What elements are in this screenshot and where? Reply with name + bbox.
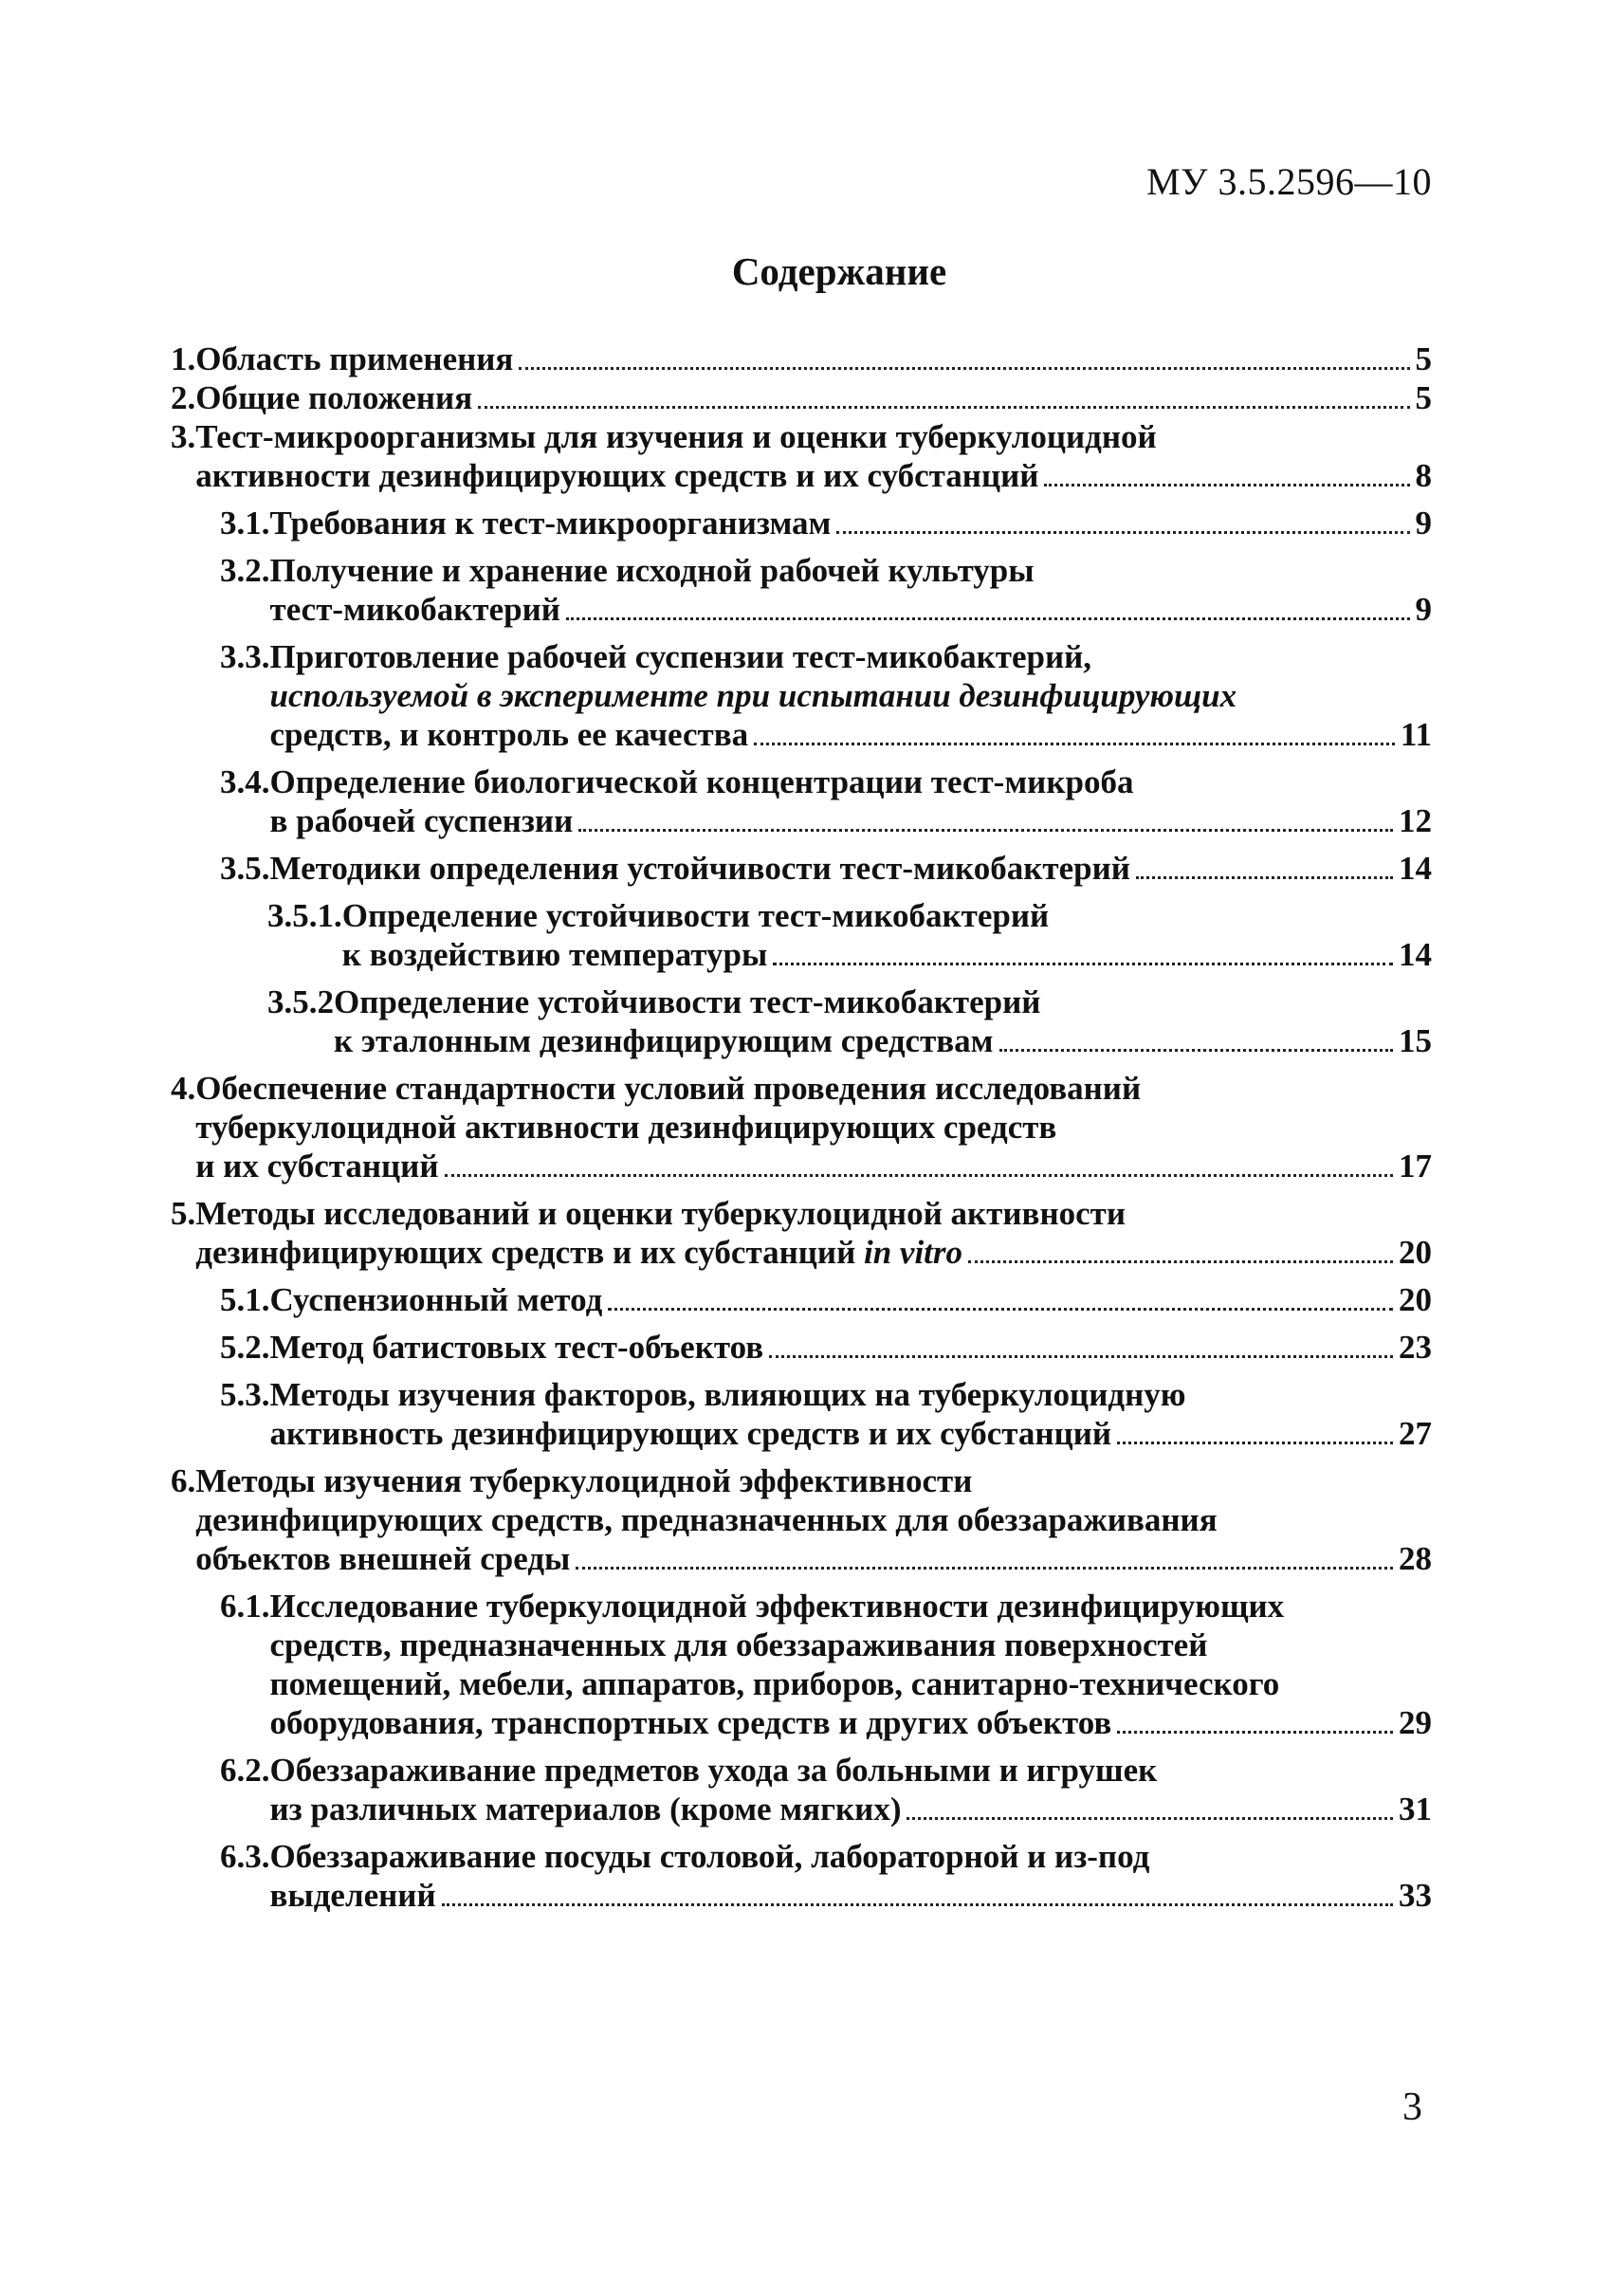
- toc-page-number: 14: [1399, 850, 1432, 887]
- toc-entry-number: 6.: [171, 1462, 196, 1499]
- toc-entry-5-3[interactable]: [171, 1375, 1432, 1453]
- document-code: МУ 3.5.2596—10: [1146, 160, 1432, 203]
- toc-entry-title: активность дезинфицирующих средств и их субстанций: [269, 1415, 1112, 1452]
- toc-entry-title: тест-микобактерий: [269, 591, 560, 628]
- dot-leader: [1044, 484, 1409, 487]
- toc-entry-line: Определение биологической концентрации тест-микроба: [269, 763, 1134, 800]
- toc-entry-title: Требования к тест-микроорганизмам: [269, 505, 832, 542]
- toc-page-number: 17: [1399, 1148, 1432, 1185]
- toc-entry-line: дезинфицирующих средств, предназначенных для обеззараживания: [195, 1501, 1218, 1538]
- toc-page-number: 27: [1399, 1415, 1432, 1452]
- toc-entry-line: Обеспечение стандартности условий проведения исследований: [195, 1070, 1142, 1107]
- toc-entry-number: 2.: [171, 379, 196, 416]
- toc-entry-number: 5.: [171, 1195, 196, 1232]
- toc-entry-number: 3.5.2: [267, 983, 334, 1020]
- toc-entry-3-2[interactable]: [171, 551, 1432, 629]
- toc-page-number: 33: [1399, 1877, 1432, 1914]
- toc-entry-6-3[interactable]: [171, 1837, 1432, 1915]
- toc-entry-number: 3.: [171, 418, 196, 455]
- toc-entry-number: 1.: [171, 340, 196, 377]
- toc-entry-number: 3.4.: [220, 763, 270, 800]
- page-number: 3: [1402, 2085, 1422, 2129]
- toc-entry-title: объектов внешней среды: [195, 1540, 571, 1577]
- toc-entry-line: Методы изучения факторов, влияющих на туберкулоцидную: [269, 1376, 1186, 1413]
- toc-page-number: 9: [1415, 505, 1432, 542]
- toc-entry-number: 6.3.: [220, 1838, 270, 1875]
- toc-entry-line: Методы исследований и оценки туберкулоцидной активности: [195, 1195, 1127, 1232]
- dot-leader: [907, 1817, 1393, 1820]
- toc-entry-title: Область применения: [195, 340, 514, 377]
- toc-page-number: 9: [1415, 591, 1432, 628]
- toc-entry-6-1[interactable]: [171, 1587, 1432, 1742]
- dot-leader: [478, 406, 1409, 409]
- dot-leader: [566, 617, 1410, 620]
- toc-entry-title: дезинфицирующих средств и их субстанций: [195, 1234, 856, 1271]
- toc-entry-title: выделений: [269, 1877, 436, 1914]
- toc-entry-line: помещений, мебели, аппаратов, приборов, санитарно-технического: [269, 1665, 1280, 1702]
- toc-entry-3-4[interactable]: [171, 762, 1432, 840]
- toc-page-number: 15: [1399, 1022, 1432, 1059]
- toc-entry-number: 3.1.: [220, 505, 270, 542]
- toc-entry-line: Методы изучения туберкулоцидной эффективности: [195, 1462, 973, 1499]
- toc-entry-line: Исследование туберкулоцидной эффективности дезинфицирующих: [269, 1588, 1285, 1625]
- dot-leader: [968, 1260, 1393, 1263]
- toc-entry-title: Суспензионный метод: [269, 1281, 603, 1318]
- toc-entry-3-5-1[interactable]: [171, 896, 1432, 974]
- toc-entry-number: 3.3.: [220, 638, 270, 675]
- toc-entry-1[interactable]: [171, 340, 1432, 378]
- toc-entry-title: Общие положения: [195, 379, 473, 416]
- toc-page-number: 14: [1399, 936, 1432, 973]
- dot-leader: [445, 1174, 1393, 1177]
- dot-leader: [578, 829, 1393, 832]
- toc-entry-title-italic: in vitro: [863, 1234, 963, 1271]
- dot-leader: [442, 1903, 1393, 1906]
- toc-entry-title: Методики определения устойчивости тест-микобактерий: [269, 850, 1130, 887]
- dot-leader: [999, 1049, 1393, 1052]
- dot-leader: [519, 367, 1409, 370]
- toc-entry-title: в рабочей суспензии: [269, 802, 574, 839]
- toc-page-number: 12: [1399, 802, 1432, 839]
- toc-entry-number: 3.2.: [220, 552, 270, 589]
- toc-page-number: 5: [1415, 340, 1432, 377]
- dot-leader: [608, 1308, 1393, 1311]
- toc-entry-number: 6.1.: [220, 1588, 270, 1625]
- toc-entry-line: Определение устойчивости тест-микобактерий: [334, 983, 1041, 1020]
- toc-entry-title: к воздействию температуры: [341, 936, 768, 973]
- toc-entry-number: 5.3.: [220, 1376, 270, 1413]
- table-of-contents: [171, 340, 1432, 1915]
- dot-leader: [1136, 876, 1393, 879]
- toc-page-number: 8: [1415, 457, 1432, 494]
- page-title: Содержание: [731, 249, 947, 293]
- toc-entry-number: 3.5.1.: [267, 897, 342, 934]
- toc-page-number: 29: [1399, 1704, 1432, 1741]
- toc-entry-2[interactable]: [171, 378, 1432, 417]
- toc-page-number: 23: [1399, 1329, 1432, 1366]
- toc-entry-6[interactable]: [171, 1461, 1432, 1578]
- toc-entry-title: средств, и контроль ее качества: [269, 716, 749, 753]
- toc-entry-line: Приготовление рабочей суспензии тест-микобактерий,: [269, 638, 1092, 675]
- toc-page-number: 11: [1400, 716, 1432, 753]
- toc-entry-number: 6.2.: [220, 1752, 270, 1789]
- toc-entry-line: Определение устойчивости тест-микобактерий: [341, 897, 1050, 934]
- toc-entry-6-2[interactable]: [171, 1751, 1432, 1828]
- toc-entry-line: Обеззараживание посуды столовой, лабораторной и из-под: [269, 1838, 1150, 1875]
- toc-entry-5-2[interactable]: [171, 1328, 1432, 1367]
- dot-leader: [1117, 1731, 1393, 1734]
- toc-page-number: 20: [1399, 1281, 1432, 1318]
- dot-leader: [576, 1567, 1393, 1570]
- toc-entry-line: средств, предназначенных для обеззараживания поверхностей: [269, 1626, 1208, 1663]
- toc-page-number: 31: [1399, 1791, 1432, 1828]
- toc-entry-5-1[interactable]: [171, 1280, 1432, 1319]
- dot-leader: [773, 963, 1393, 965]
- toc-entry-3-5-2[interactable]: [171, 983, 1432, 1060]
- toc-entry-line: туберкулоцидной активности дезинфицирующих средств: [195, 1109, 1057, 1146]
- toc-entry-line: Тест-микроорганизмы для изучения и оценки туберкулоцидной: [195, 418, 1157, 455]
- toc-page-number: 20: [1399, 1234, 1432, 1271]
- toc-entry-title: к эталонным дезинфицирующим средствам: [334, 1022, 994, 1059]
- toc-entry-line: используемой в эксперименте при испытании дезинфицирующих: [269, 677, 1237, 714]
- toc-entry-number: 5.1.: [220, 1281, 270, 1318]
- toc-entry-3-1[interactable]: [171, 504, 1432, 542]
- toc-entry-3-5[interactable]: [171, 849, 1432, 888]
- toc-entry-number: 3.5.: [220, 850, 270, 887]
- dot-leader: [754, 743, 1395, 745]
- toc-entry-title: оборудования, транспортных средств и других объектов: [269, 1704, 1112, 1741]
- toc-entry-title: и их субстанций: [195, 1148, 439, 1185]
- toc-entry-title: из различных материалов (кроме мягких): [269, 1791, 902, 1828]
- toc-entry-5[interactable]: [171, 1194, 1432, 1272]
- toc-entry-3-3[interactable]: [171, 637, 1432, 754]
- toc-entry-title: Метод батистовых тест-объектов: [269, 1329, 764, 1366]
- toc-entry-4[interactable]: [171, 1069, 1432, 1185]
- toc-entry-title: активности дезинфицирующих средств и их субстанций: [195, 457, 1039, 494]
- toc-page-number: 5: [1415, 379, 1432, 416]
- dot-leader: [769, 1355, 1393, 1358]
- toc-page-number: 28: [1399, 1540, 1432, 1577]
- toc-entry-number: 4.: [171, 1070, 196, 1107]
- toc-entry-number: 5.2.: [220, 1329, 270, 1366]
- toc-entry-3[interactable]: [171, 417, 1432, 495]
- toc-entry-line: Получение и хранение исходной рабочей культуры: [269, 552, 1035, 589]
- dot-leader: [1117, 1442, 1393, 1444]
- toc-entry-line: Обеззараживание предметов ухода за больными и игрушек: [269, 1752, 1158, 1789]
- dot-leader: [836, 531, 1409, 534]
